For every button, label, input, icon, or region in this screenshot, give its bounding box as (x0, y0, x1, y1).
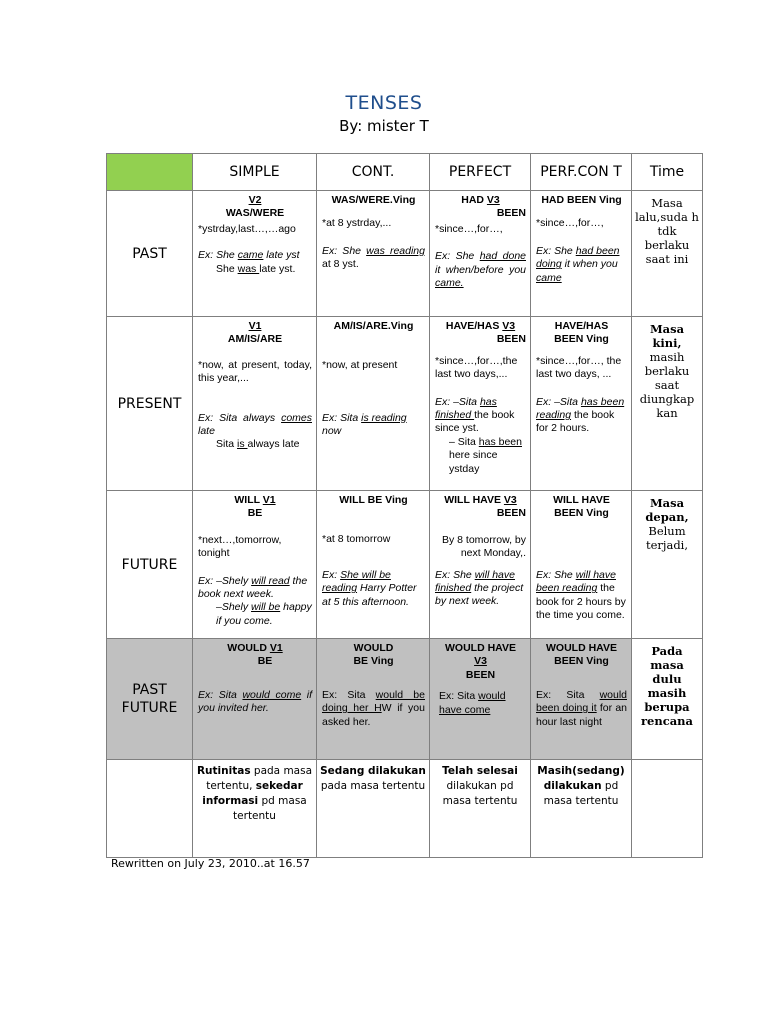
notes-label-cell (107, 760, 193, 858)
row-past-future (107, 639, 703, 760)
present-perfcont-keywords: *since…,for…, the last two days, ... (536, 354, 622, 381)
future-cont-example: Ex: She will be reading Harry Potter at 5 this afternoon. (322, 568, 417, 608)
present-cont-cell (317, 317, 430, 491)
pastfuture-cont-example: Ex: Sita would be doing her HW if you asked her. (322, 688, 425, 728)
future-cont-cell (317, 491, 430, 639)
future-perfcont-example: Ex: She will have been reading the book for 2 hours by the time you come. (536, 568, 626, 622)
present-perfcont-form: HAVE/HAS BEEN Ving (554, 320, 609, 346)
future-perfect-form: WILL HAVE V3 (444, 494, 517, 506)
pastfuture-perfect-form: WOULD HAVE V3 BEEN (445, 642, 516, 681)
tenses-table (106, 153, 703, 858)
past-cont-cell (317, 191, 430, 317)
future-perfect-cell (430, 491, 531, 639)
pastfuture-perfcont-form: WOULD HAVE BEEN Ving (546, 642, 617, 668)
future-simple-keywords: *next…,tomorrow, tonight (198, 533, 282, 560)
future-simple-example-2: –Shely will be happy if you come. (216, 601, 312, 627)
notes-simple-cell: Rutinitas pada masa tertentu, sekedar informasi pd masa tertentu (193, 760, 317, 858)
present-perfect-keywords: *since…,for…,the last two days,... (435, 354, 518, 381)
present-cont-form: AM/IS/ARE.Ving (333, 320, 414, 332)
pastfuture-time-cell: Pada masa dulu masih berupa rencana (632, 639, 703, 760)
past-perfcont-keywords: *since…,for…, (536, 217, 604, 230)
future-cont-keywords: *at 8 tomorrow (322, 533, 391, 546)
future-simple-example: Ex: –Shely will read the book next week. (198, 574, 308, 601)
past-cont-keywords: *at 8 ystrday,... (322, 217, 392, 230)
future-perfect-keywords: By 8 tomorrow, by next Monday,. (441, 533, 526, 560)
future-simple-form: WILL V1 BE (234, 494, 276, 520)
notes-perfect-cell: Telah selesai dilakukan pd masa tertentu (430, 760, 531, 858)
pastfuture-simple-example: Ex: Sita would come if you invited her. (198, 688, 312, 715)
header-row (107, 154, 703, 191)
past-perfect-form: HAD V3 (461, 194, 500, 206)
row-future (107, 491, 703, 639)
row-label-future: FUTURE (107, 491, 193, 639)
present-perfect-example: Ex: –Sita has finished the book since yst. (435, 395, 515, 435)
pastfuture-perfcont-cell (531, 639, 632, 760)
page-subtitle: By: mister T (339, 117, 429, 135)
pastfuture-perfcont-example: Ex: Sita would been doing it for an hour last night (536, 688, 627, 728)
past-simple-form: V2 WAS/WERE (225, 194, 285, 220)
present-perfcont-cell (531, 317, 632, 491)
past-simple-keywords: *ystrday,last…,…ago (198, 222, 296, 235)
pastfuture-simple-form: WOULD V1 BE (227, 642, 283, 668)
present-time-text: masih berlaku saat diungkap kan (639, 350, 695, 420)
past-perfect-example: Ex: She had done it when/before you came. (435, 250, 526, 290)
present-perfcont-example: Ex: –Sita has been reading the book for 2 hours. (536, 395, 625, 435)
present-perfect-form: HAVE/HAS V3 (445, 320, 516, 332)
future-perfect-form-been: BEEN (496, 507, 526, 520)
pastfuture-cont-form: WOULD BE Ving (353, 642, 394, 668)
page-title: TENSES (345, 92, 423, 114)
past-perfcont-cell (531, 191, 632, 317)
row-notes (107, 760, 703, 858)
header-perfcont (531, 154, 632, 191)
row-label-past-future: PAST FUTURE (107, 639, 193, 760)
pastfuture-cont-cell (317, 639, 430, 760)
present-perfect-form-been: BEEN (496, 333, 526, 346)
future-time-cell (632, 491, 703, 639)
past-perfcont-form: HAD BEEN Ving (541, 194, 622, 206)
footer-note: Rewritten on July 23, 2010..at 16.57 (111, 857, 310, 870)
present-cont-example: Ex: Sita is reading now (322, 411, 407, 438)
header-perfect: PERFECT (430, 154, 531, 191)
future-perfect-example: Ex: She will have finished the project by next week. (435, 568, 524, 608)
pastfuture-perfect-cell (430, 639, 531, 760)
row-label-past: PAST (107, 191, 193, 317)
future-time-bold: Masa depan, (645, 496, 689, 524)
notes-time-cell (632, 760, 703, 858)
present-simple-keywords: *now, at present, today, this year,... (198, 358, 312, 385)
row-past (107, 191, 703, 317)
header-corner-cell (107, 154, 193, 191)
present-simple-example-2: Sita is always late (216, 438, 300, 451)
future-perfcont-form: WILL HAVE BEEN Ving (553, 494, 610, 520)
present-time-bold: Masa kini, (649, 322, 685, 350)
past-simple-cell (193, 191, 317, 317)
past-perfect-keywords: *since…,for…, (435, 222, 503, 235)
future-time-text: Belum terjadi, (645, 524, 689, 552)
header-cont: CONT. (317, 154, 430, 191)
present-simple-example: Ex: Sita always comes late (198, 411, 312, 438)
past-perfect-form-been: BEEN (496, 207, 526, 220)
header-time: Time (632, 154, 703, 191)
row-present (107, 317, 703, 491)
present-simple-form: V1 AM/IS/ARE (227, 320, 283, 346)
future-cont-form: WILL BE Ving (339, 494, 408, 506)
pastfuture-perfect-example: Ex: Sita would have come (439, 690, 506, 716)
past-cont-form: WAS/WERE.Ving (331, 194, 416, 206)
present-time-cell (632, 317, 703, 491)
header-simple: SIMPLE (193, 154, 317, 191)
past-cont-example: Ex: She was reading at 8 yst. (322, 244, 425, 271)
notes-cont-cell: Sedang dilakukan pada masa tertentu (317, 760, 430, 858)
present-cont-keywords: *now, at present (322, 359, 398, 372)
past-simple-example-2: She was late yst. (216, 262, 296, 275)
present-simple-cell (193, 317, 317, 491)
notes-perfcont-cell: Masih(sedang) dilakukan pd masa tertentu (531, 760, 632, 858)
future-perfcont-cell (531, 491, 632, 639)
past-time-cell: Masa lalu,suda h tdk berlaku saat ini (632, 191, 703, 317)
present-perfect-cell (430, 317, 531, 491)
pastfuture-simple-cell (193, 639, 317, 760)
row-label-present: PRESENT (107, 317, 193, 491)
past-perfect-cell (430, 191, 531, 317)
header-perfcont-label: PERF.CON T (540, 164, 622, 180)
future-simple-cell (193, 491, 317, 639)
present-perfect-example-2: – Sita has been here since ystday (449, 435, 522, 475)
past-simple-example: Ex: She came late yst (198, 249, 300, 262)
past-perfcont-example: Ex: She had been doing it when you came (536, 244, 620, 284)
